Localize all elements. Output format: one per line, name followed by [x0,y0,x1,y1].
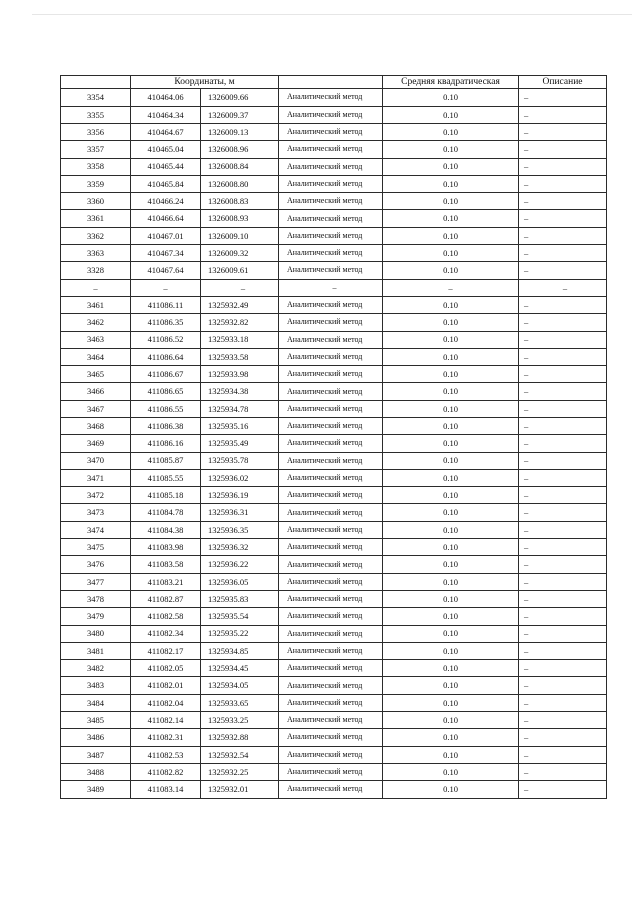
coord-x-cell: 410465.44 [131,158,201,175]
point-number-cell: 3463 [61,331,131,348]
method-cell: Аналитический метод [279,625,383,642]
point-number-cell: 3473 [61,504,131,521]
mean-square-error-cell: 0.10 [383,539,519,556]
coord-x-cell: 411085.18 [131,487,201,504]
mean-square-error-cell: 0.10 [383,694,519,711]
mean-square-error-cell: 0.10 [383,193,519,210]
coord-y-cell: 1325932.88 [201,729,279,746]
coord-x-cell: 411086.64 [131,348,201,365]
method-cell: Аналитический метод [279,210,383,227]
table-row [61,210,607,227]
method-cell: Аналитический метод [279,158,383,175]
mean-square-error-cell: 0.10 [383,608,519,625]
coord-x-cell: 411082.14 [131,712,201,729]
coord-x-cell: 411083.21 [131,573,201,590]
table-row [61,677,607,694]
coord-y-cell: 1325933.25 [201,712,279,729]
coord-y-cell: 1325933.18 [201,331,279,348]
coord-y-cell: 1325932.49 [201,296,279,313]
description-cell: – [519,193,607,210]
point-number-cell: 3462 [61,314,131,331]
method-cell: Аналитический метод [279,556,383,573]
table-row [61,348,607,365]
coord-y-cell: 1325935.22 [201,625,279,642]
point-number-cell: 3475 [61,539,131,556]
coord-x-cell: 410465.04 [131,141,201,158]
mean-square-error-cell: 0.10 [383,677,519,694]
point-number-cell: 3461 [61,296,131,313]
point-number-cell: 3485 [61,712,131,729]
mean-square-error-cell: – [383,279,519,296]
point-number-cell: 3478 [61,590,131,607]
header-cell-method [279,76,383,89]
point-number-cell: 3482 [61,660,131,677]
description-cell: – [519,210,607,227]
point-number-cell: 3476 [61,556,131,573]
point-number-cell: 3358 [61,158,131,175]
table-row [61,452,607,469]
point-number-cell: 3362 [61,227,131,244]
method-cell: Аналитический метод [279,746,383,763]
coord-y-cell: 1326008.83 [201,193,279,210]
point-number-cell: 3474 [61,521,131,538]
coord-x-cell: 411082.17 [131,642,201,659]
coord-x-cell: 411083.58 [131,556,201,573]
coord-x-cell: 411086.35 [131,314,201,331]
coord-x-cell: 411086.11 [131,296,201,313]
description-cell: – [519,106,607,123]
mean-square-error-cell: 0.10 [383,573,519,590]
description-cell: – [519,487,607,504]
description-cell: – [519,729,607,746]
method-cell: Аналитический метод [279,175,383,192]
coord-x-cell: 411086.67 [131,366,201,383]
page-top-rule [32,14,632,15]
coord-y-cell: 1326009.13 [201,123,279,140]
mean-square-error-cell: 0.10 [383,642,519,659]
table-row [61,539,607,556]
mean-square-error-cell: 0.10 [383,521,519,538]
point-number-cell: 3480 [61,625,131,642]
point-number-cell: 3363 [61,245,131,262]
table-row [61,417,607,434]
description-cell: – [519,677,607,694]
coord-x-cell: 411082.01 [131,677,201,694]
method-cell: Аналитический метод [279,435,383,452]
point-number-cell: 3483 [61,677,131,694]
coord-x-cell: 411082.53 [131,746,201,763]
description-cell: – [519,660,607,677]
table-row [61,521,607,538]
mean-square-error-cell: 0.10 [383,729,519,746]
coord-x-cell: 410467.34 [131,245,201,262]
mean-square-error-cell: 0.10 [383,417,519,434]
coord-x-cell: 411082.04 [131,694,201,711]
mean-square-error-cell: 0.10 [383,383,519,400]
coord-y-cell: 1325936.05 [201,573,279,590]
mean-square-error-cell: 0.10 [383,660,519,677]
method-cell: Аналитический метод [279,608,383,625]
point-number-cell: 3467 [61,400,131,417]
table-row [61,556,607,573]
description-cell: – [519,279,607,296]
coord-y-cell: 1325936.22 [201,556,279,573]
coord-x-cell: 411082.31 [131,729,201,746]
table-row [61,729,607,746]
mean-square-error-cell: 0.10 [383,746,519,763]
description-cell: – [519,590,607,607]
method-cell: Аналитический метод [279,383,383,400]
description-cell: – [519,435,607,452]
mean-square-error-cell: 0.10 [383,106,519,123]
point-number-cell: 3489 [61,781,131,798]
description-cell: – [519,573,607,590]
coord-x-cell: 411086.52 [131,331,201,348]
mean-square-error-cell: 0.10 [383,227,519,244]
point-number-cell: 3361 [61,210,131,227]
method-cell: Аналитический метод [279,106,383,123]
coord-y-cell: 1326009.66 [201,89,279,106]
method-cell: Аналитический метод [279,487,383,504]
mean-square-error-cell: 0.10 [383,781,519,798]
coord-x-cell: 410467.64 [131,262,201,279]
table-row [61,366,607,383]
coord-x-cell: 410464.34 [131,106,201,123]
mean-square-error-cell: 0.10 [383,89,519,106]
mean-square-error-cell: 0.10 [383,625,519,642]
description-cell: – [519,625,607,642]
description-cell: – [519,712,607,729]
header-cell-number [61,76,131,89]
coord-x-cell: 410464.67 [131,123,201,140]
coord-x-cell: 411084.78 [131,504,201,521]
table-row [61,694,607,711]
coord-x-cell: 410464.06 [131,89,201,106]
table-row [61,435,607,452]
description-cell: – [519,331,607,348]
coord-y-cell: 1325933.65 [201,694,279,711]
method-cell: Аналитический метод [279,227,383,244]
description-cell: – [519,262,607,279]
table-row [61,331,607,348]
point-number-cell: 3469 [61,435,131,452]
method-cell: Аналитический метод [279,504,383,521]
description-cell: – [519,504,607,521]
header-description: Описание [519,76,607,89]
coord-y-cell: 1325932.82 [201,314,279,331]
mean-square-error-cell: 0.10 [383,314,519,331]
description-cell: – [519,141,607,158]
table-header-row [61,76,607,89]
description-cell: – [519,763,607,780]
coord-x-cell: 410467.01 [131,227,201,244]
description-cell: – [519,400,607,417]
coord-y-cell: 1325934.05 [201,677,279,694]
description-cell: – [519,296,607,313]
mean-square-error-cell: 0.10 [383,348,519,365]
table-row [61,487,607,504]
mean-square-error-cell: 0.10 [383,141,519,158]
method-cell: Аналитический метод [279,89,383,106]
point-number-cell: 3487 [61,746,131,763]
method-cell: Аналитический метод [279,763,383,780]
method-cell: Аналитический метод [279,573,383,590]
method-cell: Аналитический метод [279,417,383,434]
point-number-cell: 3357 [61,141,131,158]
coord-x-cell: 411082.82 [131,763,201,780]
description-cell: – [519,469,607,486]
method-cell: Аналитический метод [279,193,383,210]
table-row [61,763,607,780]
coord-x-cell: 411082.87 [131,590,201,607]
coord-x-cell: – [131,279,201,296]
table-row [61,504,607,521]
coord-x-cell: 411085.87 [131,452,201,469]
coord-y-cell: 1325936.32 [201,539,279,556]
coord-x-cell: 411086.38 [131,417,201,434]
table-row [61,262,607,279]
coord-y-cell: 1325935.78 [201,452,279,469]
coord-x-cell: 411086.55 [131,400,201,417]
coord-y-cell: 1326009.37 [201,106,279,123]
coord-y-cell: 1325932.54 [201,746,279,763]
coord-y-cell: 1325933.98 [201,366,279,383]
coord-x-cell: 411083.14 [131,781,201,798]
point-number-cell: 3484 [61,694,131,711]
coord-x-cell: 411086.16 [131,435,201,452]
coordinates-table [60,75,607,799]
table-row [61,123,607,140]
table-row [61,245,607,262]
point-number-cell: 3481 [61,642,131,659]
method-cell: Аналитический метод [279,642,383,659]
coord-y-cell: 1325934.85 [201,642,279,659]
table-row-gap [61,279,607,296]
table-row [61,89,607,106]
point-number-cell: 3464 [61,348,131,365]
description-cell: – [519,694,607,711]
method-cell: Аналитический метод [279,539,383,556]
coord-y-cell: 1325935.16 [201,417,279,434]
coord-y-cell: 1325932.25 [201,763,279,780]
description-cell: – [519,175,607,192]
table-row [61,746,607,763]
description-cell: – [519,89,607,106]
coord-y-cell: 1325935.54 [201,608,279,625]
description-cell: – [519,158,607,175]
coord-y-cell: 1325936.19 [201,487,279,504]
coord-y-cell: 1325936.02 [201,469,279,486]
method-cell: Аналитический метод [279,296,383,313]
description-cell: – [519,521,607,538]
mean-square-error-cell: 0.10 [383,296,519,313]
description-cell: – [519,452,607,469]
point-number-cell: – [61,279,131,296]
table-row [61,158,607,175]
coord-x-cell: 411083.98 [131,539,201,556]
table-row [61,314,607,331]
mean-square-error-cell: 0.10 [383,452,519,469]
table-row [61,608,607,625]
coord-y-cell: 1325936.35 [201,521,279,538]
coord-y-cell: 1325934.45 [201,660,279,677]
method-cell: Аналитический метод [279,781,383,798]
table-row [61,106,607,123]
mean-square-error-cell: 0.10 [383,763,519,780]
point-number-cell: 3355 [61,106,131,123]
point-number-cell: 3470 [61,452,131,469]
table-row [61,141,607,158]
coord-y-cell: 1325934.38 [201,383,279,400]
method-cell: Аналитический метод [279,262,383,279]
description-cell: – [519,417,607,434]
table-row [61,590,607,607]
method-cell: Аналитический метод [279,348,383,365]
point-number-cell: 3360 [61,193,131,210]
mean-square-error-cell: 0.10 [383,245,519,262]
point-number-cell: 3356 [61,123,131,140]
description-cell: – [519,348,607,365]
header-coordinates: Координаты, м [131,76,279,89]
coord-y-cell: 1326009.32 [201,245,279,262]
method-cell: – [279,279,383,296]
table-row [61,625,607,642]
point-number-cell: 3477 [61,573,131,590]
method-cell: Аналитический метод [279,366,383,383]
coord-y-cell: 1325935.83 [201,590,279,607]
description-cell: – [519,781,607,798]
table-row [61,193,607,210]
coord-x-cell: 411082.34 [131,625,201,642]
mean-square-error-cell: 0.10 [383,400,519,417]
method-cell: Аналитический метод [279,452,383,469]
point-number-cell: 3466 [61,383,131,400]
method-cell: Аналитический метод [279,660,383,677]
description-cell: – [519,556,607,573]
coord-y-cell: 1326008.84 [201,158,279,175]
method-cell: Аналитический метод [279,123,383,140]
table-row [61,383,607,400]
method-cell: Аналитический метод [279,590,383,607]
method-cell: Аналитический метод [279,712,383,729]
coord-x-cell: 411082.58 [131,608,201,625]
point-number-cell: 3488 [61,763,131,780]
table-row [61,660,607,677]
point-number-cell: 3472 [61,487,131,504]
method-cell: Аналитический метод [279,331,383,348]
coord-y-cell: 1326008.80 [201,175,279,192]
coord-x-cell: 411082.05 [131,660,201,677]
coord-y-cell: 1325936.31 [201,504,279,521]
table-row [61,175,607,192]
description-cell: – [519,539,607,556]
coord-x-cell: 410466.64 [131,210,201,227]
mean-square-error-cell: 0.10 [383,590,519,607]
table-row [61,296,607,313]
point-number-cell: 3359 [61,175,131,192]
mean-square-error-cell: 0.10 [383,210,519,227]
coord-y-cell: – [201,279,279,296]
coord-y-cell: 1326009.10 [201,227,279,244]
point-number-cell: 3468 [61,417,131,434]
description-cell: – [519,608,607,625]
point-number-cell: 3328 [61,262,131,279]
mean-square-error-cell: 0.10 [383,469,519,486]
table-row [61,400,607,417]
mean-square-error-cell: 0.10 [383,158,519,175]
coord-y-cell: 1326008.93 [201,210,279,227]
coord-x-cell: 410466.24 [131,193,201,210]
coord-x-cell: 410465.84 [131,175,201,192]
coord-y-cell: 1325933.58 [201,348,279,365]
table-row [61,573,607,590]
table-row [61,227,607,244]
description-cell: – [519,245,607,262]
method-cell: Аналитический метод [279,245,383,262]
header-mean-square: Средняя квадратическая [383,76,519,89]
method-cell: Аналитический метод [279,314,383,331]
table-row [61,781,607,798]
mean-square-error-cell: 0.10 [383,262,519,279]
mean-square-error-cell: 0.10 [383,366,519,383]
coord-x-cell: 411085.55 [131,469,201,486]
mean-square-error-cell: 0.10 [383,504,519,521]
table-row [61,469,607,486]
coord-y-cell: 1326008.96 [201,141,279,158]
point-number-cell: 3465 [61,366,131,383]
point-number-cell: 3479 [61,608,131,625]
coord-y-cell: 1325932.01 [201,781,279,798]
coord-y-cell: 1326009.61 [201,262,279,279]
mean-square-error-cell: 0.10 [383,556,519,573]
mean-square-error-cell: 0.10 [383,487,519,504]
method-cell: Аналитический метод [279,469,383,486]
description-cell: – [519,227,607,244]
method-cell: Аналитический метод [279,729,383,746]
description-cell: – [519,746,607,763]
mean-square-error-cell: 0.10 [383,175,519,192]
method-cell: Аналитический метод [279,694,383,711]
description-cell: – [519,383,607,400]
method-cell: Аналитический метод [279,521,383,538]
coord-y-cell: 1325935.49 [201,435,279,452]
method-cell: Аналитический метод [279,141,383,158]
table-row [61,642,607,659]
coord-x-cell: 411084.38 [131,521,201,538]
method-cell: Аналитический метод [279,677,383,694]
point-number-cell: 3486 [61,729,131,746]
mean-square-error-cell: 0.10 [383,331,519,348]
mean-square-error-cell: 0.10 [383,712,519,729]
point-number-cell: 3471 [61,469,131,486]
point-number-cell: 3354 [61,89,131,106]
coord-y-cell: 1325934.78 [201,400,279,417]
mean-square-error-cell: 0.10 [383,435,519,452]
description-cell: – [519,314,607,331]
description-cell: – [519,123,607,140]
table-row [61,712,607,729]
mean-square-error-cell: 0.10 [383,123,519,140]
description-cell: – [519,366,607,383]
description-cell: – [519,642,607,659]
coord-x-cell: 411086.65 [131,383,201,400]
method-cell: Аналитический метод [279,400,383,417]
